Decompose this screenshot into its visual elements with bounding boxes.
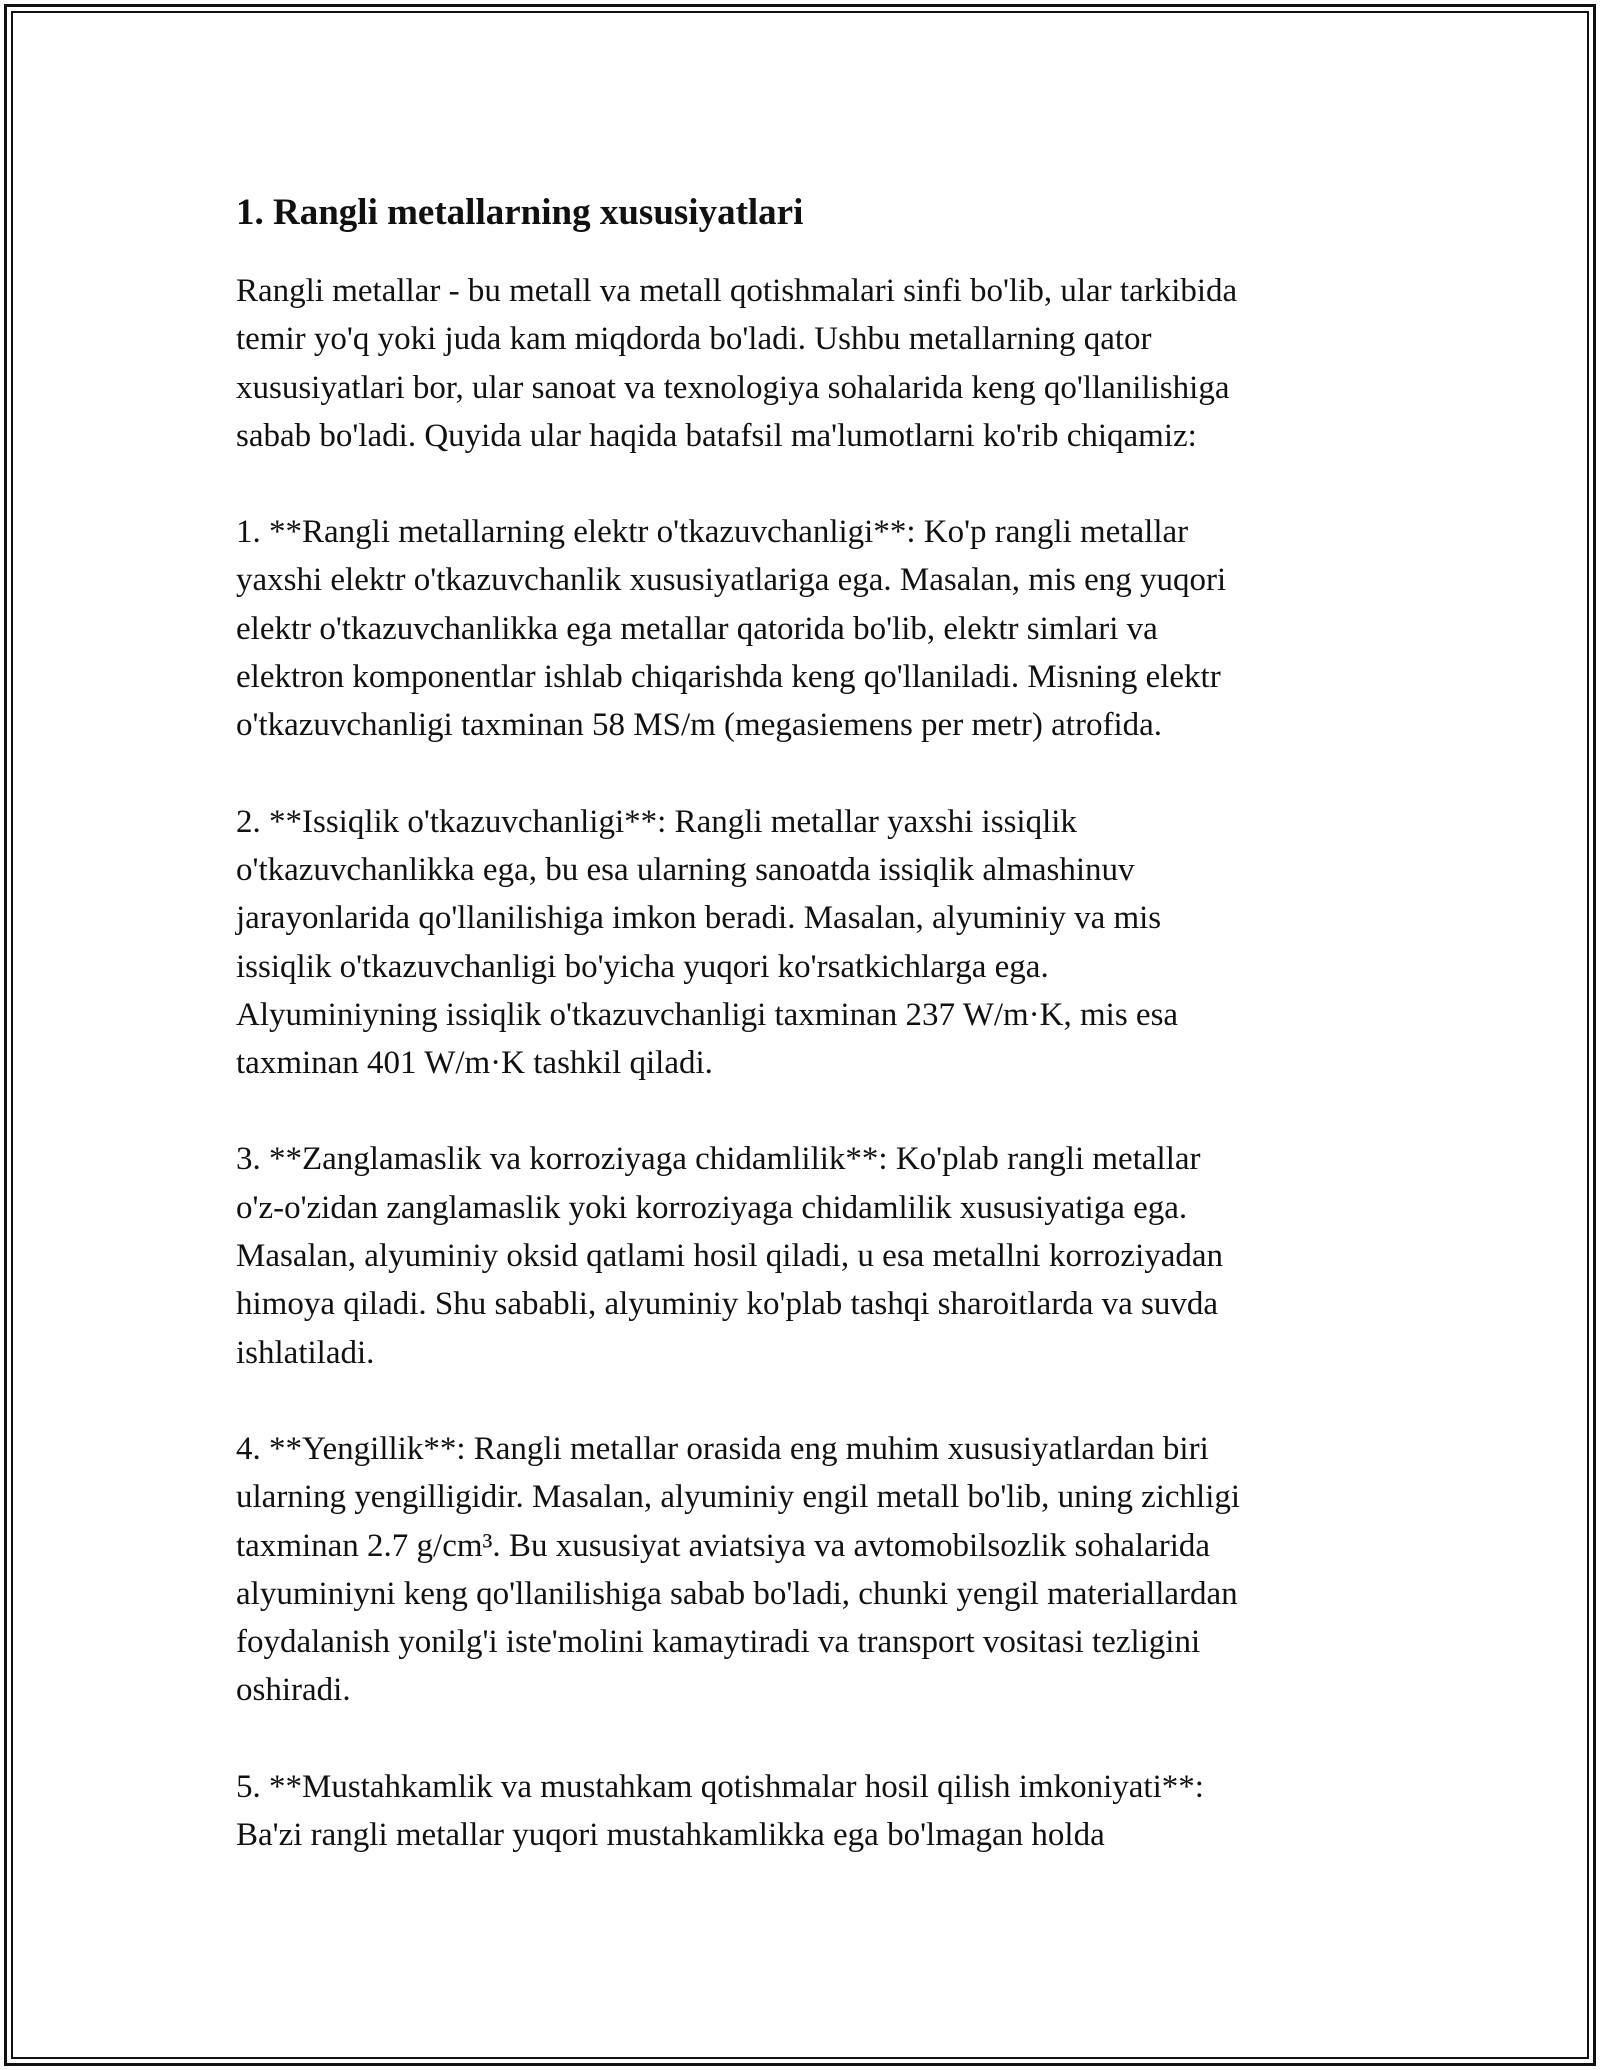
document-heading: 1. Rangli metallarning xususiyatlari [236,192,804,233]
paragraph-corrosion-resistance: 3. **Zanglamaslik va korroziyaga chidamlilik**: Ko'plab rangli metallar o'z-o'zidan zanglamaslik yoki korroziyaga chidamlilik xususiyatiga ega. Masalan, alyuminiy oksid qatlami hosil qiladi, u esa metallni korroziyadan himoya qiladi. Shu sababli, alyuminiy ko'plab tashqi sharoitlarda va suvda ishlatiladi. [236,1141,1224,1371]
paragraph-lightness: 4. **Yengillik**: Rangli metallar orasida eng muhim xususiyatlardan biri ularning yengilligidir. Masalan, alyuminiy engil metall bo'lib, uning zichligi taxminan 2.7 g/cm³. Bu xususiyat aviatsiya va avtomobilsozlik sohalarida alyuminiyni keng qo'llanilishiga sabab bo'ladi, chunki yengil materiallardan foydalanish yonilg'i iste'molini kamaytiradi va transport vositasi tezligini oshiradi. [236,1430,1241,1709]
intro-paragraph: Rangli metallar - bu metall va metall qotishmalari sinfi bo'lib, ular tarkibida temir yo'q yoki juda kam miqdorda bo'ladi. Ushbu metallarning qator xususiyatlari bor, ular sanoat va texnologiya sohalarida keng qo'llanilishiga sabab bo'ladi. Quyida ular haqida batafsil ma'lumotlarni ko'rib chiqamiz: [236,273,1238,454]
paragraph-strength: 5. **Mustahkamlik va mustahkam qotishmalar hosil qilish imkoniyati**: Ba'zi rangli metallar yuqori mustahkamlikka ega bo'lmagan holda [236,1768,1204,1854]
paragraph-thermal-conductivity: 2. **Issiqlik o'tkazuvchanligi**: Rangli metallar yaxshi issiqlik o'tkazuvchanlikka ega, bu esa ularning sanoatda issiqlik almashinuv jarayonlarida qo'llanilishiga imkon beradi. Masalan, alyuminiy va mis issiqlik o'tkazuvchanligi bo'yicha yuqori ko'rsatkichlarga ega. Alyuminiyning issiqlik o'tkazuvchanligi taxminan 237 W/m·K, mis esa taxminan 401 W/m·K tashkil qiladi. [236,803,1179,1082]
document-body [236,185,1366,1859]
paragraph-electrical-conductivity: 1. **Rangli metallarning elektr o'tkazuvchanligi**: Ko'p rangli metallar yaxshi elektr o'tkazuvchanlik xususiyatlariga ega. Masalan, mis eng yuqori elektr o'tkazuvchanlikka ega metallar qatorida bo'lib, elektr simlari va elektron komponentlar ishlab chiqarishda keng qo'llaniladi. Misning elektr o'tkazuvchanligi taxminan 58 MS/m (megasiemens per metr) atrofida. [236,514,1227,744]
